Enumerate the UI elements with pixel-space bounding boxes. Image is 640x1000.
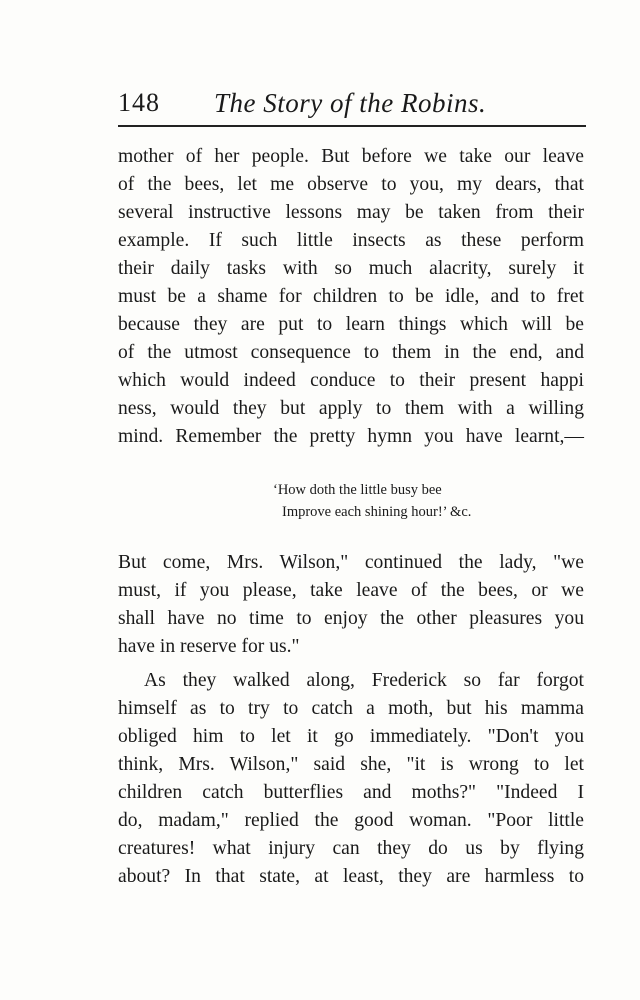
running-head bbox=[118, 88, 586, 124]
verse-line: ‘How doth the little busy bee bbox=[273, 482, 442, 498]
text-line: shall have no time to enjoy the other pleasures you bbox=[118, 608, 584, 629]
text-line: himself as to try to catch a moth, but his mamma bbox=[118, 698, 584, 719]
text-line: mind. Remember the pretty hymn you have learnt,— bbox=[118, 426, 584, 447]
body-text bbox=[118, 143, 584, 891]
verse-quote bbox=[118, 479, 584, 523]
text-line: children catch butterflies and moths?" "Indeed I bbox=[118, 782, 584, 803]
text-line: their daily tasks with so much alacrity, surely it bbox=[118, 258, 584, 279]
text-line: example. If such little insects as these perform bbox=[118, 230, 584, 251]
text-line: which would indeed conduce to their present happi bbox=[118, 370, 584, 391]
paragraph-3 bbox=[118, 667, 584, 891]
text-line: must be a shame for children to be idle, and to fret bbox=[118, 286, 584, 307]
text-line: about? In that state, at least, they are harmless to bbox=[118, 866, 584, 887]
text-line: do, madam," replied the good woman. "Poor little bbox=[118, 810, 584, 831]
page-number: 148 bbox=[118, 88, 160, 117]
text-line: think, Mrs. Wilson," said she, "it is wrong to let bbox=[118, 754, 584, 775]
paragraph-1 bbox=[118, 143, 584, 451]
paragraph-2 bbox=[118, 549, 584, 661]
text-line: mother of her people. But before we take our leave bbox=[118, 146, 584, 167]
text-line: As they walked along, Frederick so far forgot bbox=[144, 670, 584, 691]
text-line: But come, Mrs. Wilson," continued the lady, "we bbox=[118, 552, 584, 573]
text-line: must, if you please, take leave of the bees, or we bbox=[118, 580, 584, 601]
text-line: several instructive lessons may be taken from their bbox=[118, 202, 584, 223]
text-line: of the utmost consequence to them in the end, and bbox=[118, 342, 584, 363]
text-line: have in reserve for us." bbox=[118, 636, 300, 657]
running-title: The Story of the Robins. bbox=[214, 88, 487, 118]
text-line: obliged him to let it go immediately. "Don't you bbox=[118, 726, 584, 747]
text-line: of the bees, let me observe to you, my dears, that bbox=[118, 174, 584, 195]
header-rule bbox=[118, 125, 586, 127]
text-line: because they are put to learn things which will be bbox=[118, 314, 584, 335]
text-line: creatures! what injury can they do us by flying bbox=[118, 838, 584, 859]
verse-line: Improve each shining hour!’ &c. bbox=[282, 504, 472, 520]
text-line: ness, would they but apply to them with a willing bbox=[118, 398, 584, 419]
